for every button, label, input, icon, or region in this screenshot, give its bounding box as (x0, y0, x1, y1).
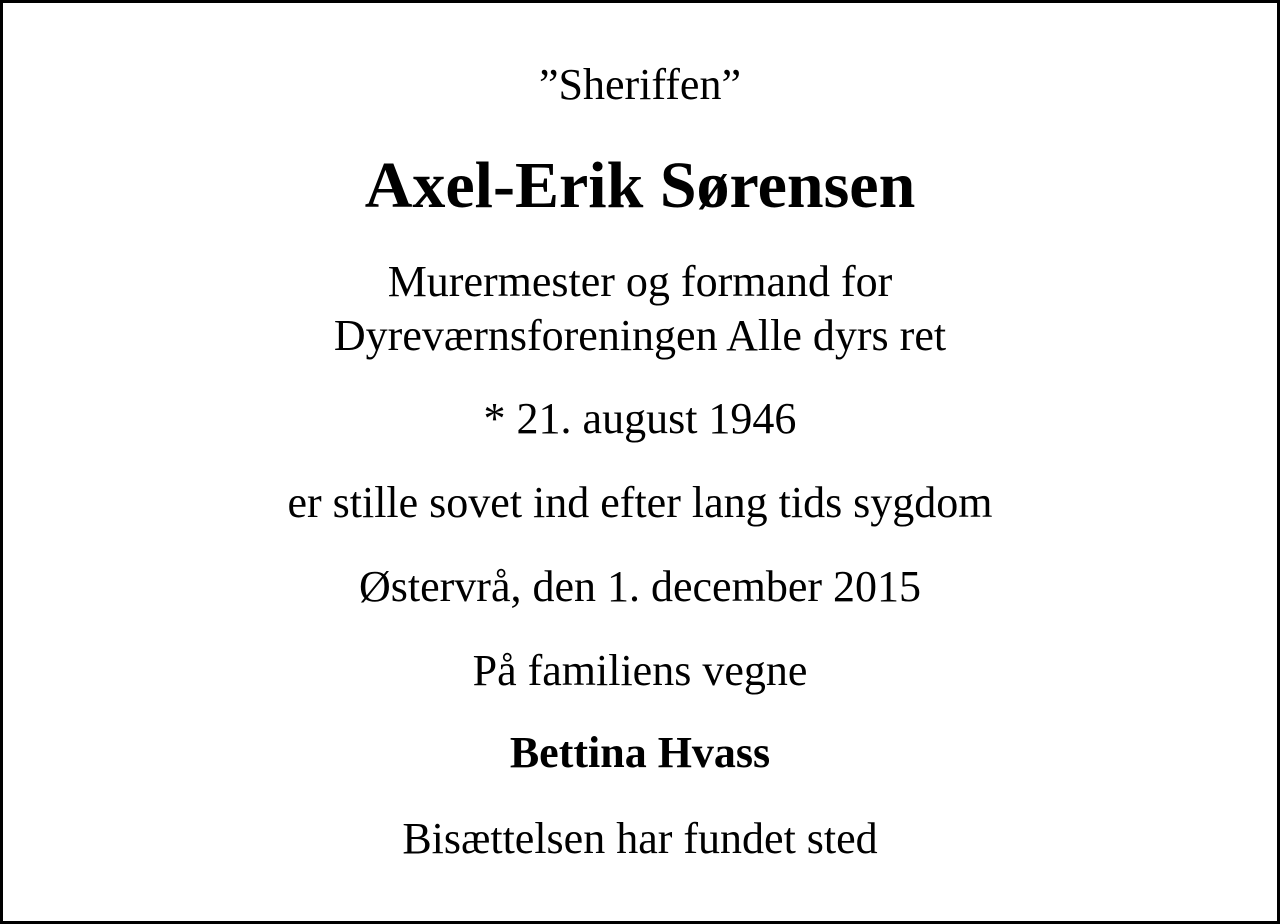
occupation-line-2: Dyreværnsforeningen Alle dyrs ret (333, 311, 947, 360)
occupation-line-1: Murermester og formand for (387, 257, 893, 306)
place-and-date: Østervrå, den 1. december 2015 (358, 562, 921, 611)
on-behalf-of: På familiens vegne (472, 646, 808, 695)
nickname: ”Sheriffen” (539, 60, 741, 109)
signer-name: Bettina Hvass (509, 728, 771, 777)
occupation-title (3, 255, 1277, 363)
funeral-note: Bisættelsen har fundet sted (402, 814, 878, 863)
birth-date: * 21. august 1946 (483, 394, 797, 443)
deceased-name: Axel-Erik Sørensen (364, 149, 916, 222)
death-message: er stille sovet ind efter lang tids sygdom (287, 478, 993, 527)
